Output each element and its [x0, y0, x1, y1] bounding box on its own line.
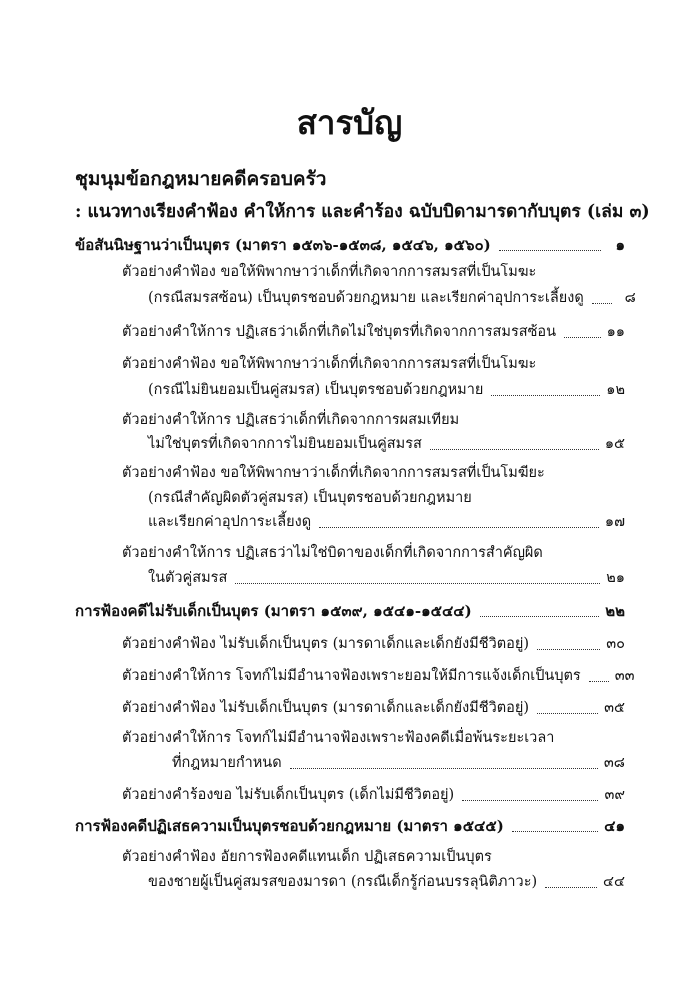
- toc-entry-text: การฟ้องคดีปฏิเสธความเป็นบุตรชอบด้วยกฎหมาย (มาตรา ๑๕๔๕): [75, 817, 504, 835]
- page-number: ๑๒: [606, 382, 625, 398]
- toc-item: [122, 542, 543, 564]
- toc-item: [148, 511, 625, 533]
- toc-item: [148, 379, 625, 401]
- dot-leader: [537, 649, 600, 650]
- page-number: ๒๒: [605, 602, 625, 620]
- toc-item: [122, 727, 554, 749]
- toc-item: [122, 353, 536, 375]
- toc-section: [75, 600, 625, 622]
- page-number: ๑๗: [604, 514, 625, 530]
- page-number: ๒๑: [606, 570, 625, 586]
- toc-section: [75, 234, 625, 256]
- toc-item: [122, 409, 459, 431]
- toc-item: [148, 871, 625, 893]
- page-number: ๔๑: [604, 817, 625, 835]
- dot-leader: [537, 713, 598, 714]
- toc-entry-text: ตัวอย่างคำให้การ ปฏิเสธว่าเด็กที่เกิดจากการผสมเทียม: [122, 412, 460, 428]
- page-number: ๓๐: [606, 636, 625, 652]
- dot-leader: [589, 681, 609, 682]
- book-subtitle: : แนวทางเรียงคำฟ้อง คำให้การ และคำร้อง ฉบับบิดามารดากับบุตร (เล่ม ๓): [75, 202, 650, 222]
- book-title: ชุมนุมข้อกฎหมายคดีครอบครัว: [75, 168, 327, 190]
- page-number: ๘: [624, 290, 636, 306]
- toc-entry-text: ตัวอย่างคำฟ้อง ไม่รับเด็กเป็นบุตร (มารดาเด็กและเด็กยังมีชีวิตอยู่): [122, 700, 529, 716]
- dot-leader: [462, 800, 598, 801]
- dot-leader: [491, 395, 600, 396]
- toc-entry-text: (กรณีไม่ยินยอมเป็นคู่สมรส) เป็นบุตรชอบด้วยกฎหมาย: [148, 382, 484, 398]
- dot-leader: [564, 337, 601, 338]
- toc-entry-text: ที่กฎหมายกำหนด: [172, 755, 282, 771]
- page-number: ๓๕: [604, 700, 625, 716]
- toc-entry-text: ในตัวคู่สมรส: [148, 570, 228, 586]
- toc-item: [148, 287, 636, 309]
- toc-entry-text: (กรณีสมรสซ้อน) เป็นบุตรชอบด้วยกฎหมาย และเรียกค่าอุปการะเลี้ยงดู: [148, 290, 584, 306]
- toc-item: [122, 784, 625, 806]
- toc-item: [148, 567, 625, 589]
- toc-entry-text: ตัวอย่างคำฟ้อง ไม่รับเด็กเป็นบุตร (มารดาเด็กและเด็กยังมีชีวิตอยู่): [122, 636, 529, 652]
- dot-leader: [545, 887, 597, 888]
- toc-item: [122, 633, 625, 655]
- toc-item: [148, 433, 625, 455]
- toc-entry-text: ของชายผู้เป็นคู่สมรสของมารดา (กรณีเด็กรู้ก่อนบรรลุนิติภาวะ): [148, 874, 538, 890]
- toc-item: [122, 321, 625, 343]
- page-number: ๑: [615, 236, 625, 254]
- toc-entry-text: ตัวอย่างคำให้การ โจทก์ไม่มีอำนาจฟ้องเพราะฟ้องคดีเมื่อพ้นระยะเวลา: [122, 730, 555, 746]
- toc-entry-text: ตัวอย่างคำให้การ ปฏิเสธว่าเด็กที่เกิดไม่ใช่บุตรที่เกิดจากการสมรสซ้อน: [122, 324, 557, 340]
- toc-entry-text: ตัวอย่างคำฟ้อง อัยการฟ้องคดีแทนเด็ก ปฏิเสธความเป็นบุตร: [122, 849, 492, 865]
- toc-item: [122, 261, 536, 283]
- toc-item: [122, 846, 492, 868]
- dot-leader: [480, 616, 599, 617]
- page-number: ๑๕: [604, 436, 625, 452]
- dot-leader: [290, 768, 598, 769]
- toc-entry-text: ตัวอย่างคำฟ้อง ขอให้พิพากษาว่าเด็กที่เกิดจากการสมรสที่เป็นโมฆะ: [122, 356, 537, 372]
- page-number: ๓๘: [603, 755, 625, 771]
- toc-item: [122, 665, 635, 687]
- dot-leader: [319, 527, 599, 528]
- page-number: ๓๓: [614, 668, 635, 684]
- dot-leader: [512, 831, 598, 832]
- toc-item: [122, 697, 625, 719]
- toc-entry-text: ตัวอย่างคำร้องขอ ไม่รับเด็กเป็นบุตร (เด็กไม่มีชีวิตอยู่): [122, 787, 455, 803]
- toc-entry-text: ตัวอย่างคำฟ้อง ขอให้พิพากษาว่าเด็กที่เกิดจากการสมรสที่เป็นโมฆะ: [122, 264, 537, 280]
- toc-entry-text: ตัวอย่างคำให้การ โจทก์ไม่มีอำนาจฟ้องเพราะยอมให้มีการแจ้งเด็กเป็นบุตร: [122, 668, 581, 684]
- page-number: ๑๑: [606, 324, 625, 340]
- toc-entry-text: (กรณีสำคัญผิดตัวคู่สมรส) เป็นบุตรชอบด้วยกฎหมาย: [148, 490, 472, 506]
- toc-entry-text: ตัวอย่างคำฟ้อง ขอให้พิพากษาว่าเด็กที่เกิดจากการสมรสที่เป็นโมฆียะ: [122, 465, 545, 481]
- toc-entry-text: ตัวอย่างคำให้การ ปฏิเสธว่าไม่ใช่บิดาของเด็กที่เกิดจากการสำคัญผิด: [122, 545, 543, 561]
- toc-entry-text: ข้อสันนิษฐานว่าเป็นบุตร (มาตรา ๑๕๓๖-๑๕๓๘, ๑๕๔๖, ๑๕๖๐): [75, 236, 491, 254]
- toc-item: [148, 487, 472, 509]
- page-number: ๔๔: [603, 874, 625, 890]
- toc-item: [172, 752, 625, 774]
- dot-leader: [235, 583, 600, 584]
- dot-leader: [430, 449, 599, 450]
- toc-section: [75, 815, 625, 837]
- page-title: สารบัญ: [296, 103, 403, 142]
- toc-entry-text: ไม่ใช่บุตรที่เกิดจากการไม่ยินยอมเป็นคู่สมรส: [148, 436, 422, 452]
- page-number: ๓๙: [604, 787, 625, 803]
- dot-leader: [499, 250, 601, 251]
- toc-item: [122, 462, 545, 484]
- toc-entry-text: และเรียกค่าอุปการะเลี้ยงดู: [148, 514, 312, 530]
- dot-leader: [592, 303, 612, 304]
- toc-entry-text: การฟ้องคดีไม่รับเด็กเป็นบุตร (มาตรา ๑๕๓๙, ๑๕๔๑-๑๕๔๔): [75, 602, 472, 620]
